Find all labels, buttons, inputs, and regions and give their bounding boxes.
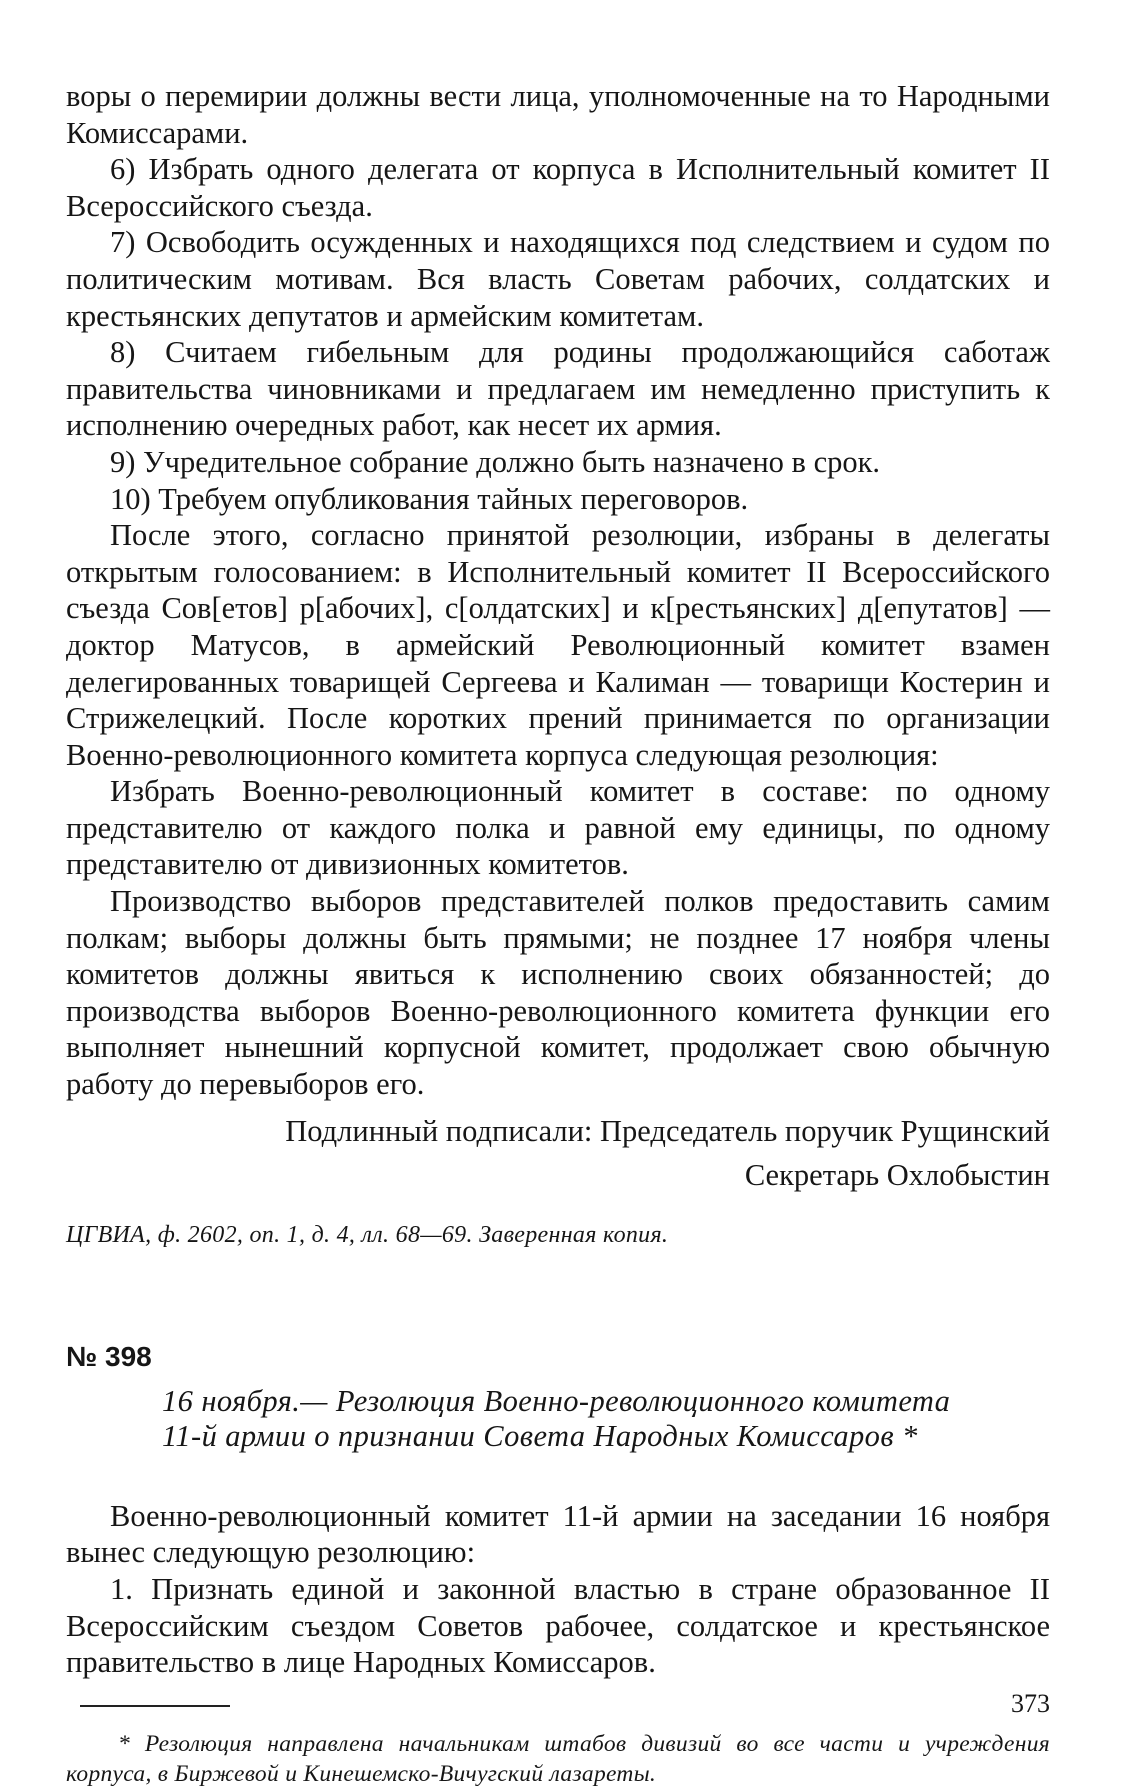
signature-chairman: Подлинный подписали: Председатель поручик Рущинский xyxy=(285,1113,1050,1148)
continuation-paragraph: воры о перемирии должны вести лица, уполномоченные на то Народными Комиссарами. xyxy=(66,79,1050,150)
resolution-item-8: 8) Считаем гибельным для родины продолжающийся саботаж правительства чиновниками и предлагаем им немедленно приступить к исполнению очередных работ, как несет их армия. xyxy=(66,335,1050,443)
resolution-item-7: 7) Освободить осужденных и находящихся под следствием и судом по политическим мотивам. Вся власть Советам рабочих, солдатских и крестьянских депутатов и армейским комитетам. xyxy=(66,225,1050,333)
footnote-separator xyxy=(80,1705,230,1707)
document-point-1: 1. Признать единой и законной властью в стране образованное II Всероссийским съездом Советов рабочее, солдатское и крестьянское правительство в лице Народных Комиссаров. xyxy=(66,1572,1050,1680)
document-intro-paragraph: Военно-революционный комитет 11-й армии на заседании 16 ноября вынес следующую резолюцию: xyxy=(66,1498,1050,1570)
page-number: 373 xyxy=(1011,1689,1050,1718)
election-paragraph: После этого, согласно принятой резолюции, избраны в делегаты открытым голосованием: в Исполнительный комитет II Всероссийского съезда Сов[етов] р[абочих], с[олдатских] и к[рестьянских] д[епутатов] — доктор Матусов, в армейский Революционный комитет взамен делегированных товарищей Сергеева и Калиман — товарищи Костерин и Стрижелецкий. После коротких прений принимается по организации Военно-революционного комитета корпуса следующая резолюция: xyxy=(66,518,1050,772)
committee-composition-paragraph: Избрать Военно-революционный комитет в составе: по одному представителю от каждого полка и равной ему единицы, по одному представителю от дивизионных комитетов. xyxy=(66,774,1050,882)
elections-procedure-paragraph: Производство выборов представителей полков предоставить самим полкам; выборы должны быть прямыми; не позднее 17 ноября члены комитетов должны явиться к исполнению своих обязанностей; до производства выборов Военно-революционного комитета функции его выполняет нынешний корпусной комитет, продолжает свою обычную работу до перевыборов его. xyxy=(66,884,1050,1102)
archive-source-note: ЦГВИА, ф. 2602, оп. 1, д. 4, лл. 68—69. Заверенная копия. xyxy=(66,1221,669,1248)
document-heading-line-1: 16 ноября.— Резолюция Военно-революционного комитета xyxy=(162,1383,951,1418)
resolution-item-10: 10) Требуем опубликования тайных переговоров. xyxy=(110,481,749,516)
document-heading-line-2: 11-й армии о признании Совета Народных Комиссаров * xyxy=(162,1418,918,1453)
resolution-item-9: 9) Учредительное собрание должно быть назначено в срок. xyxy=(110,444,881,479)
resolution-item-6: 6) Избрать одного делегата от корпуса в Исполнительный комитет II Всероссийского съезда. xyxy=(66,152,1050,223)
document-page xyxy=(66,78,1050,1789)
signature-secretary: Секретарь Охлобыстин xyxy=(744,1158,1050,1193)
document-heading xyxy=(162,1384,1050,1454)
document-number: № 398 xyxy=(66,1340,152,1372)
document-body xyxy=(66,1498,1050,1681)
footnote: * Резолюция направлена начальникам штабов дивизий во все части и учреждения корпуса, в Биржевой и Кинешемско-Вичугский лазареты. xyxy=(66,1730,1050,1787)
